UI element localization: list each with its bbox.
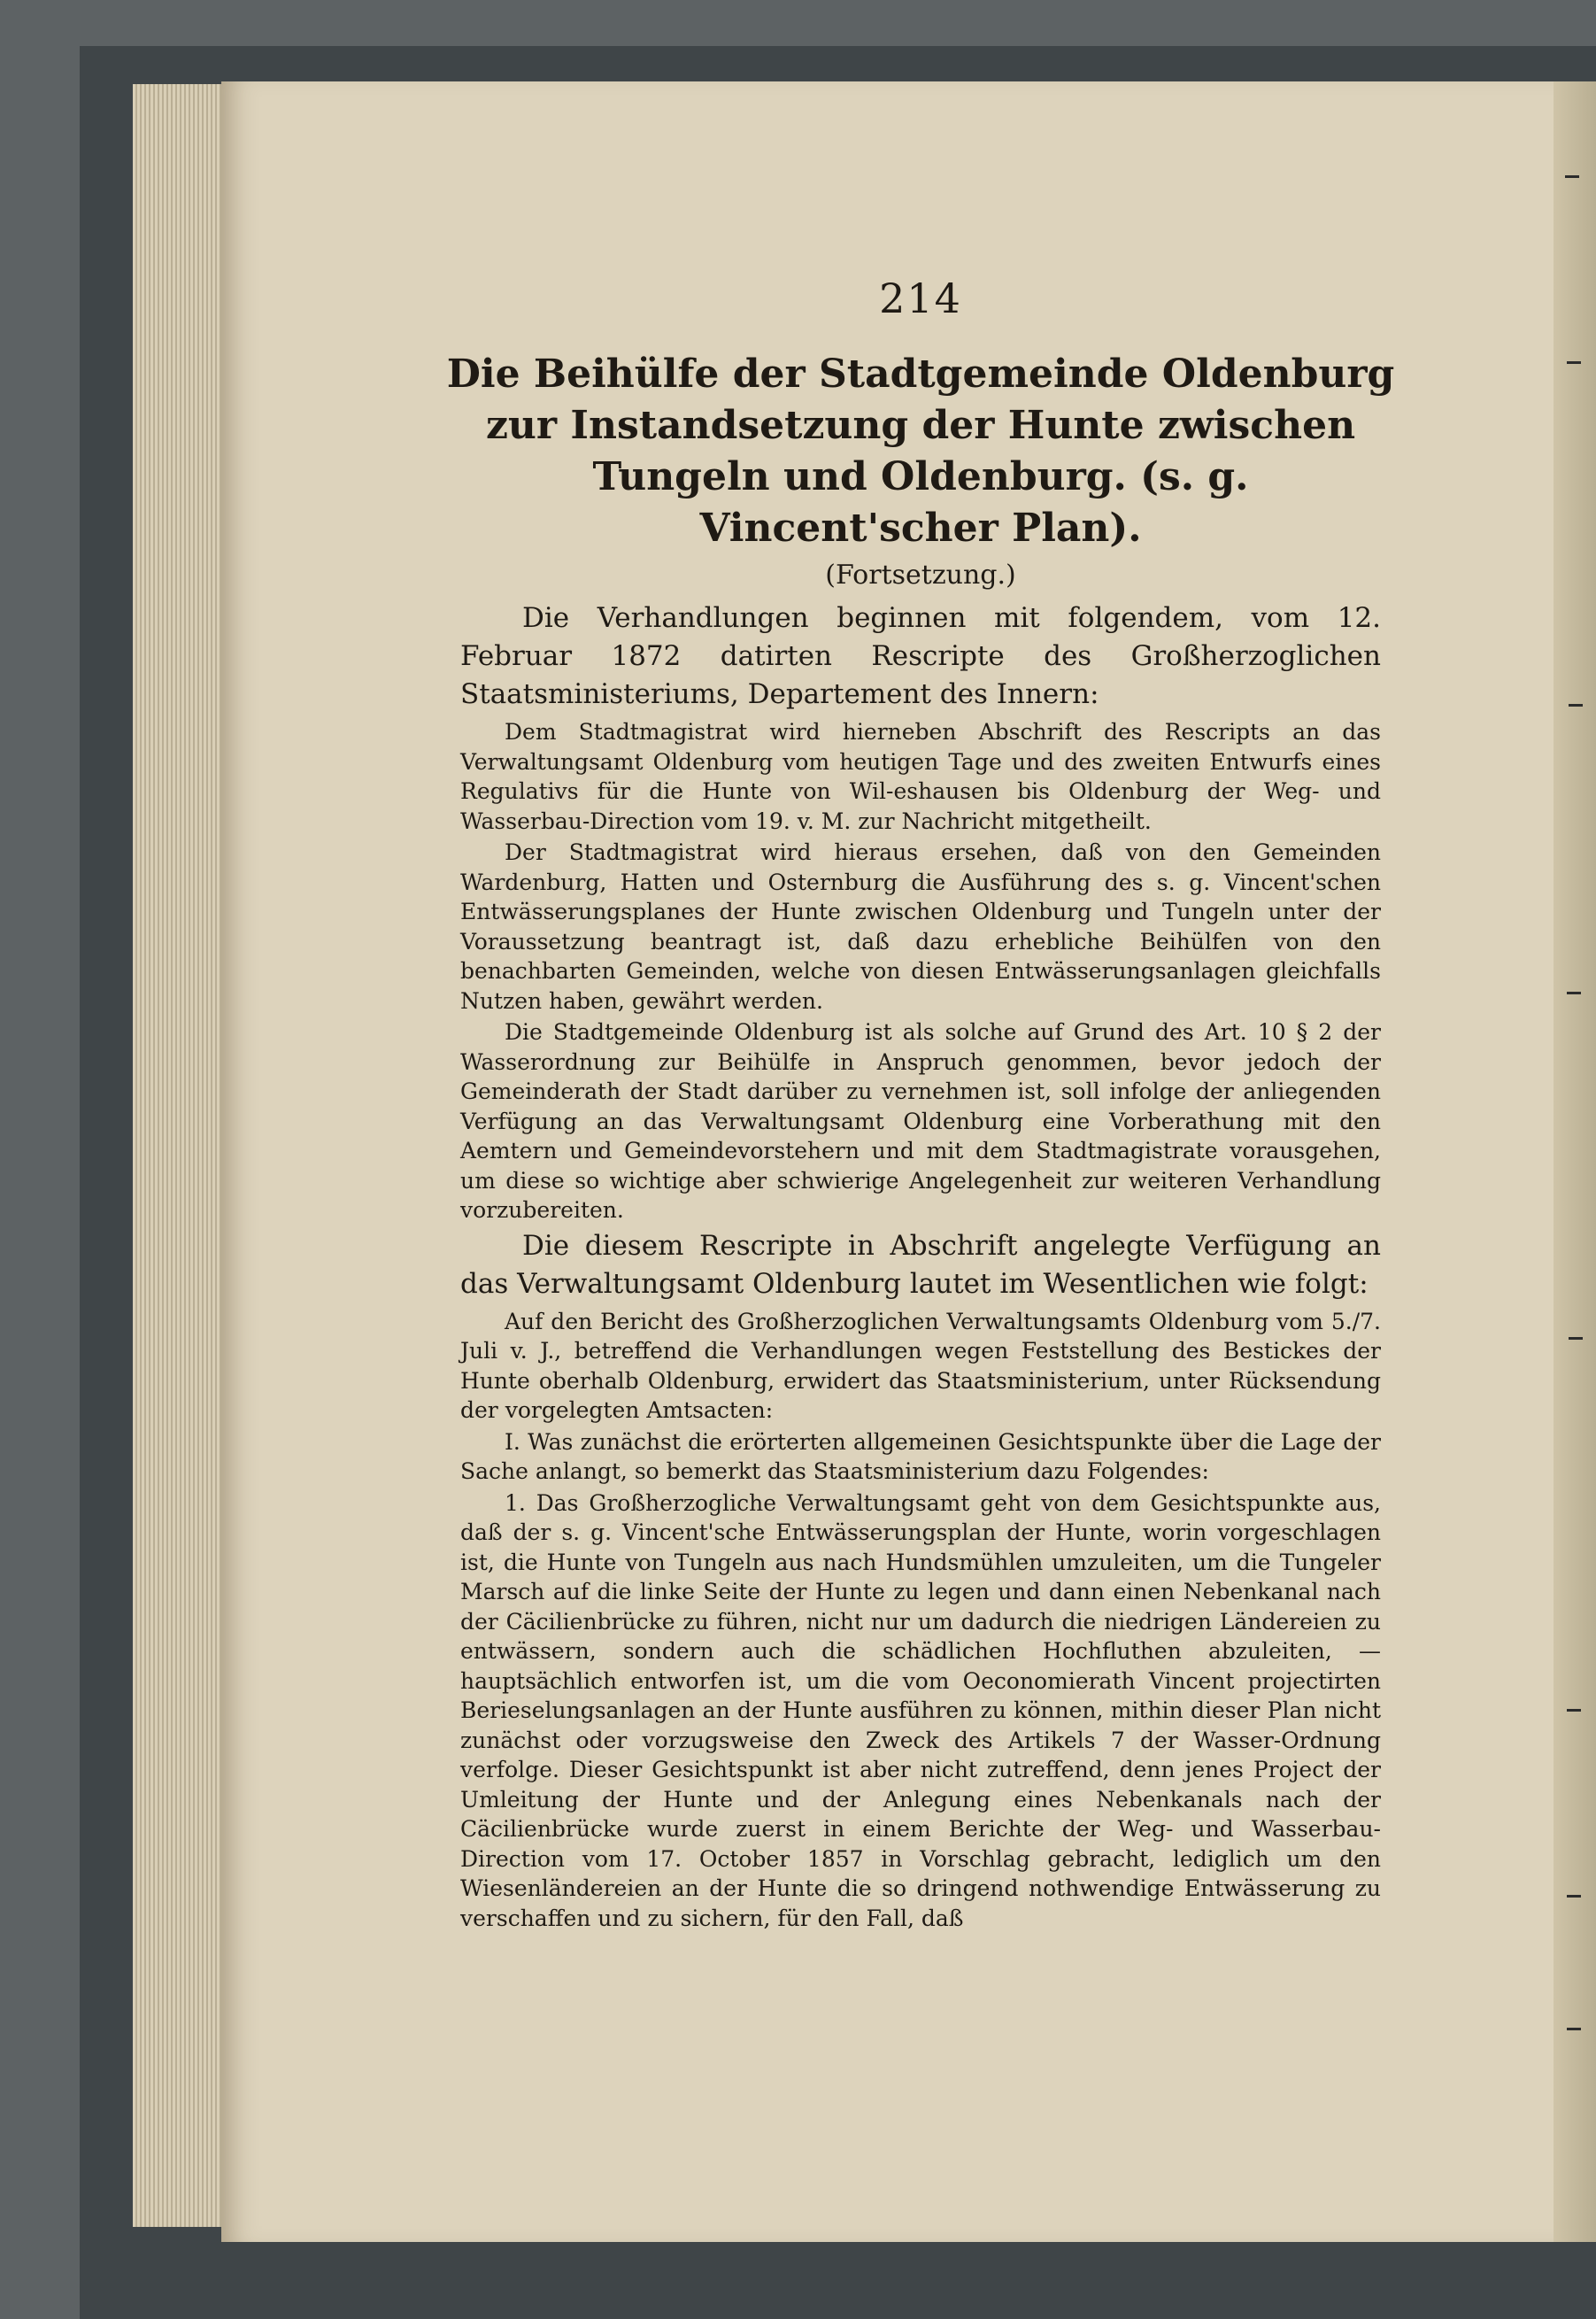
- book-gutter: [1554, 81, 1596, 2242]
- paragraph: Die diesem Rescripte in Abschrift angelegte Verfügung an das Verwaltungsamt Oldenburg lautet im Wesentlichen wie folgt:: [460, 1229, 1381, 1300]
- paragraph: Die Verhandlungen beginnen mit folgendem, vom 12. Februar 1872 datirten Rescripte des Großherzoglichen Staatsministeriums, Departement des Innern:: [460, 602, 1381, 710]
- paragraph: Der Stadtmagistrat wird hieraus ersehen, daß von den Gemeinden Wardenburg, Hatten und Osternburg die Ausführung des s. g. Vincent'schen Entwässerungsplanes der Hunte zwischen Oldenburg und Tungeln unter der Voraussetzung beantragt ist, daß dazu erhebliche Beihülfen von den benachbarten Gemeinden, welche von diesen Entwässerungsanlagen gleichfalls Nutzen haben, gewährt werden.: [460, 839, 1381, 1014]
- margin-mark: [1567, 2028, 1581, 2030]
- margin-mark: [1567, 1895, 1581, 1898]
- article-title: Die Beihülfe der Stadtgemeinde Oldenburg zur Instandsetzung der Hunte zwischen Tungeln und Oldenburg. (s. g. Vincent'scher Plan).: [446, 352, 1395, 551]
- page-content: [446, 274, 1395, 1935]
- paragraph: Dem Stadtmagistrat wird hierneben Abschrift des Rescripts an das Verwaltungsamt Oldenburg vom heutigen Tage und des zweiten Entwurfs eines Regulativs für die Hunte von Wil-eshausen bis Oldenburg der Weg- und Wasserbau-Direction vom 19. v. M. zur Nachricht mitgetheilt.: [460, 719, 1381, 834]
- article-subtitle: (Fortsetzung.): [825, 560, 1016, 591]
- paragraph: 1. Das Großherzogliche Verwaltungsamt geht von dem Gesichtspunkte aus, daß der s. g. Vincent'sche Entwässerungsplan der Hunte, worin vorgeschlagen ist, die Hunte von Tungeln aus nach Hundsmühlen umzuleiten, um die Tungeler Marsch auf die linke Seite der Hunte zu legen und dann einen Nebenkanal nach der Cäcilienbrücke zu führen, nicht nur um dadurch die niedrigen Ländereien zu entwässern, sondern auch die schädlichen Hochfluthen abzuleiten, — hauptsächlich entworfen ist, um die vom Oeconomierath Vincent projectirten Berieselungsanlagen an der Hunte ausführen zu können, mithin dieser Plan nicht zunächst oder vorzugsweise den Zweck des Artikels 7 der Wasser-Ordnung verfolge. Dieser Gesichtspunkt ist aber nicht zutreffend, denn jenes Project der Umleitung der Hunte und der Anlegung eines Nebenkanals nach der Cäcilienbrücke wurde zuerst in einem Berichte der Weg- und Wasserbau-Direction vom 17. October 1857 in Vorschlag gebracht, lediglich um den Wiesenländereien an der Hunte die so dringend nothwendige Entwässerung zu verschaffen und zu sichern, für den Fall, daß: [460, 1489, 1381, 1931]
- paragraph: I. Was zunächst die erörterten allgemeinen Gesichtspunkte über die Lage der Sache anlangt, so bemerkt das Staatsministerium dazu Folgendes:: [460, 1428, 1381, 1484]
- margin-mark: [1567, 1709, 1581, 1712]
- paragraph: Auf den Bericht des Großherzoglichen Verwaltungsamts Oldenburg vom 5./7. Juli v. J., betreffend die Verhandlungen wegen Feststellung des Bestickes der Hunte oberhalb Oldenburg, erwidert das Staatsministerium, unter Rücksendung der vorgelegten Amtsacten:: [460, 1308, 1381, 1423]
- margin-mark: [1567, 361, 1581, 364]
- margin-mark: [1569, 1337, 1583, 1340]
- page-edges: [133, 84, 230, 2227]
- margin-mark: [1565, 175, 1579, 178]
- margin-mark: [1569, 704, 1583, 707]
- paragraph: Die Stadtgemeinde Oldenburg ist als solche auf Grund des Art. 10 § 2 der Wasserordnung zur Beihülfe in Anspruch genommen, bevor jedoch der Gemeinderath der Stadt darüber zu vernehmen ist, soll infolge der anliegenden Verfügung an das Verwaltungsamt Oldenburg eine Vorberathung mit den Aemtern und Gemeindevorstehern und mit dem Stadtmagistrate vorausgehen, um diese so wichtige aber schwierige Angelegenheit zur weiteren Verhandlung vorzubereiten.: [460, 1019, 1381, 1223]
- margin-mark: [1567, 992, 1581, 994]
- page-number: 214: [879, 274, 962, 322]
